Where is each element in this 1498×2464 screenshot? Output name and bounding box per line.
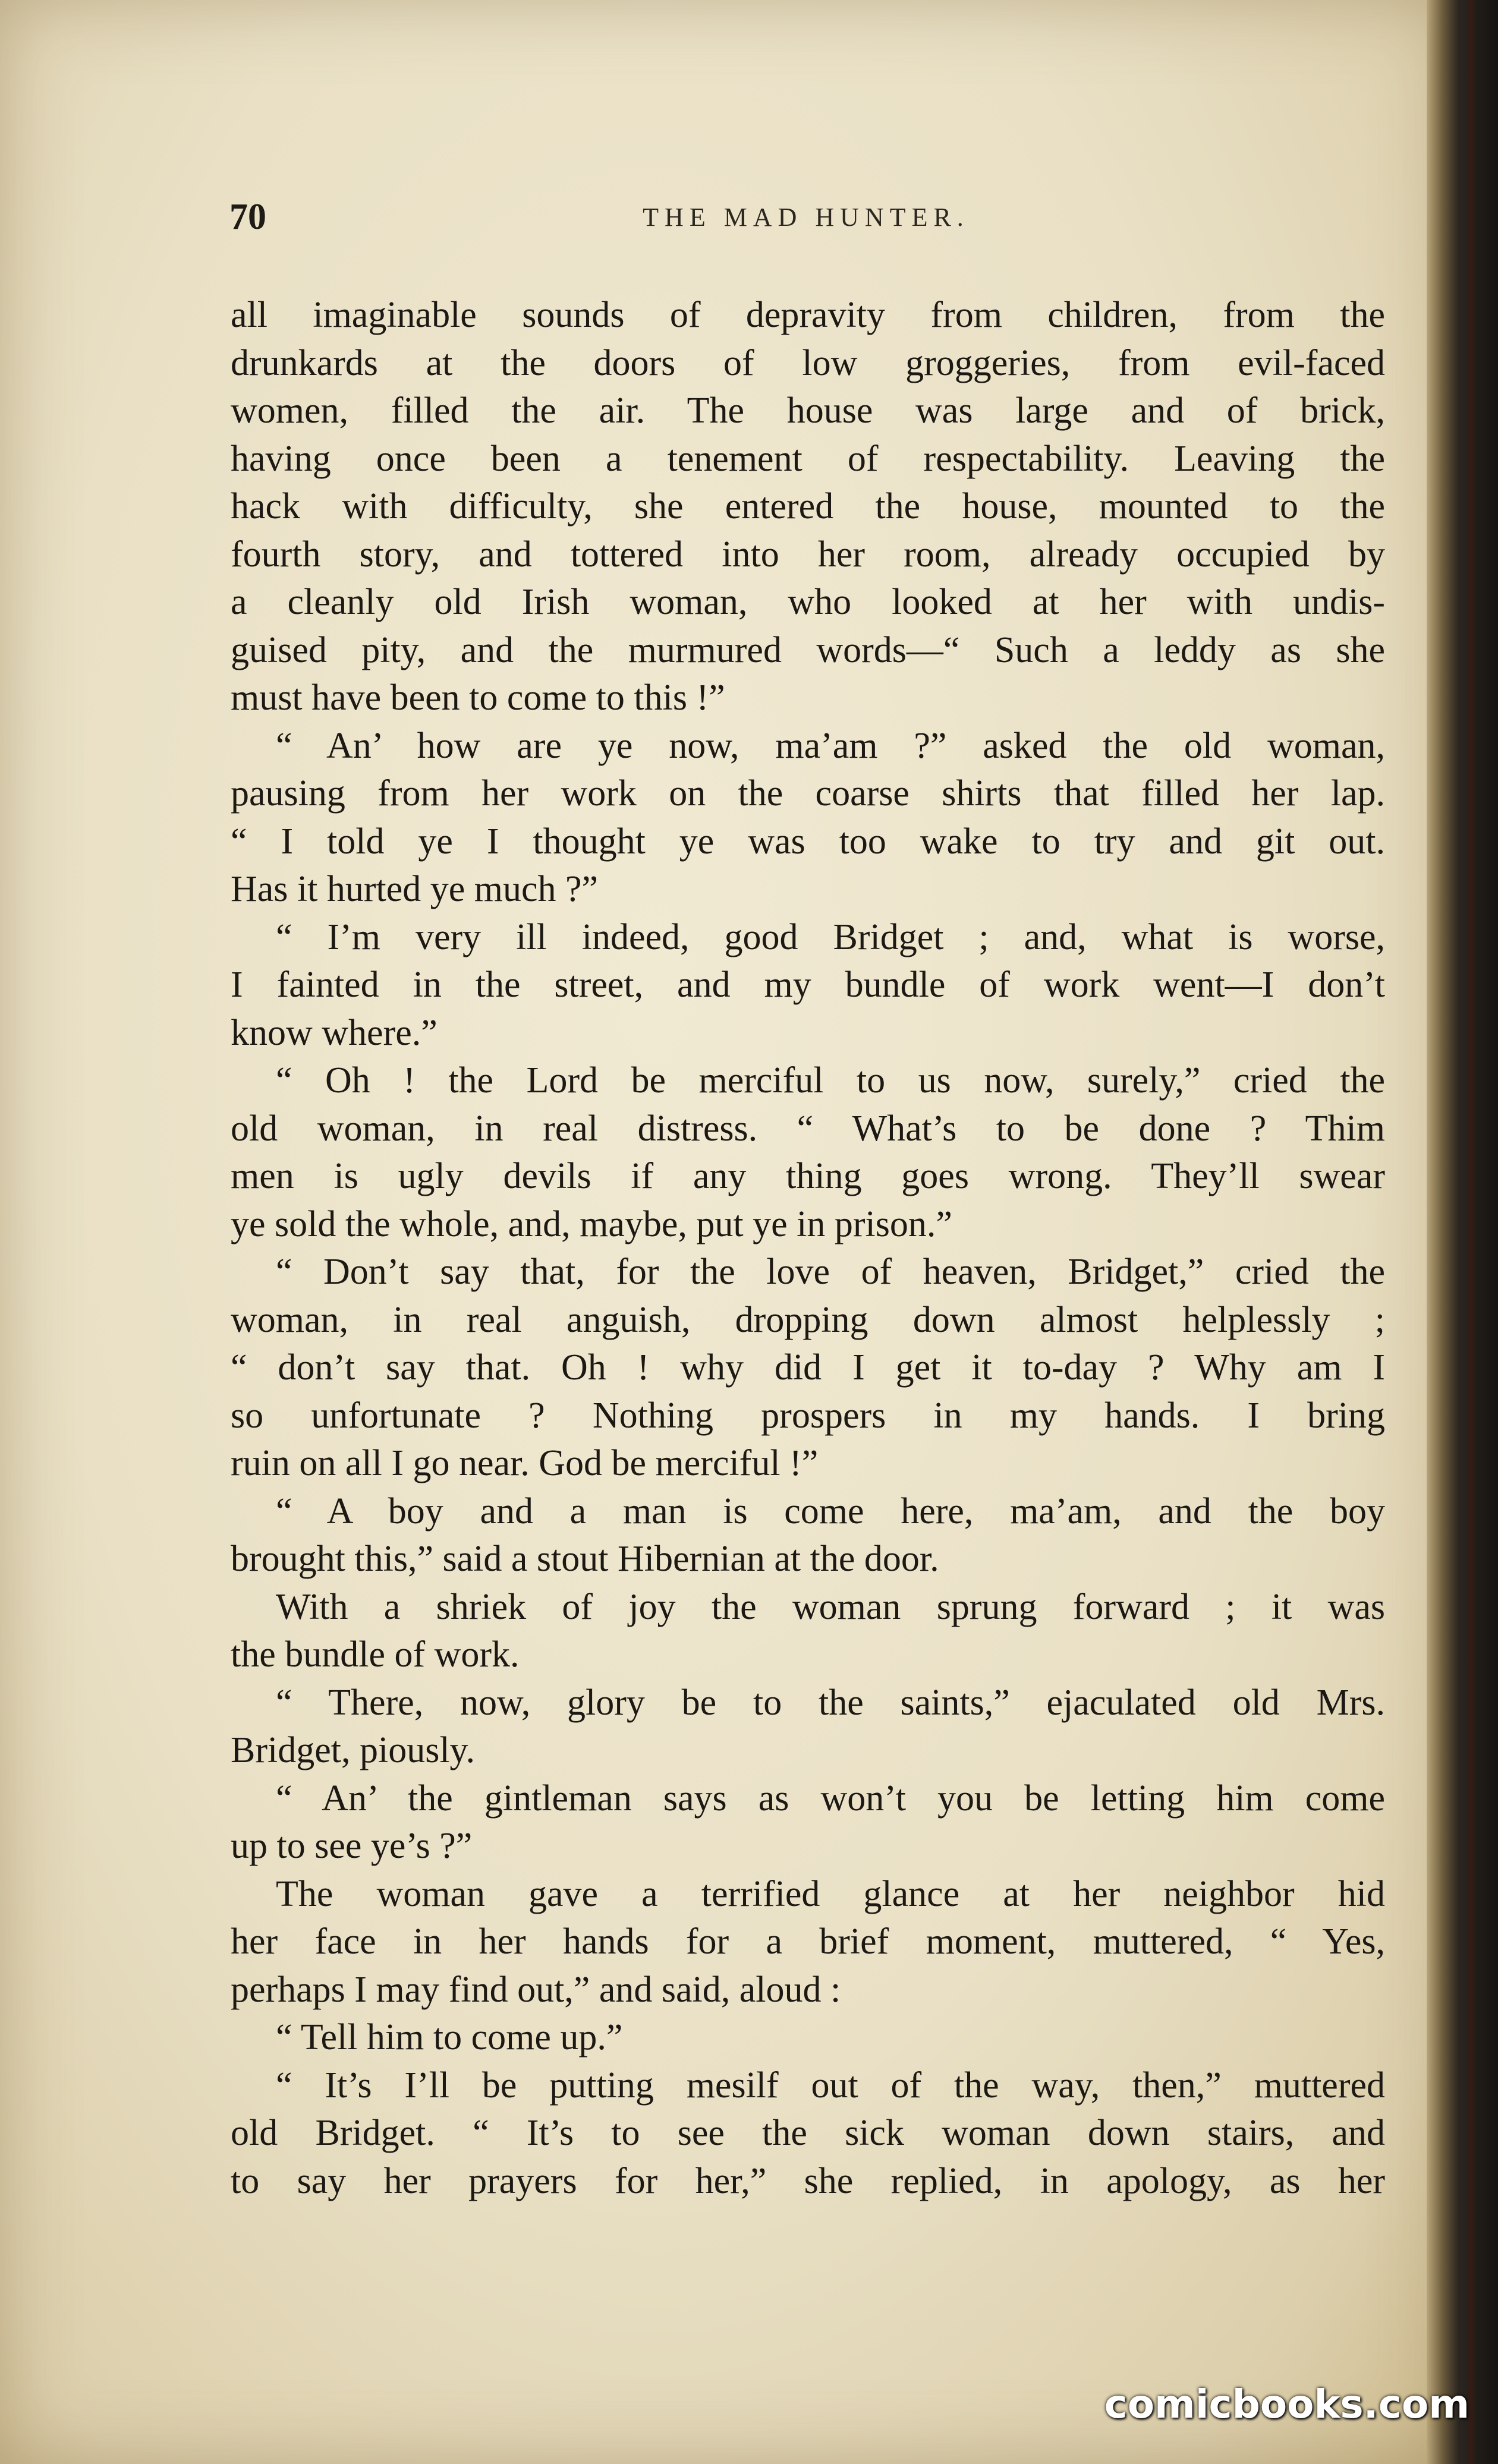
body-text [231, 291, 1385, 2205]
text-line: The woman gave a terrified glance at her neighbor hid [276, 1873, 1385, 1914]
text-line: having once been a tenement of respectability. Leaving the [231, 438, 1385, 479]
text-line: “ I told ye I thought ye was too wake to try and git out. [231, 821, 1385, 862]
text-line: hack with difficulty, she entered the house, mounted to the [231, 486, 1385, 527]
text-line: all imaginable sounds of depravity from children, from the [231, 295, 1385, 335]
running-title: THE MAD HUNTER. [643, 203, 970, 232]
text-line: “ Don’t say that, for the love of heaven, Bridget,” cried the [276, 1252, 1385, 1292]
text-line: Bridget, piously. [231, 1730, 476, 1770]
text-line: “ I’m very ill indeed, good Bridget ; and, what is worse, [276, 916, 1385, 957]
text-line: “ don’t say that. Oh ! why did I get it to-day ? Why am I [231, 1347, 1385, 1388]
text-line: women, filled the air. The house was large and of brick, [231, 390, 1385, 431]
text-line: a cleanly old Irish woman, who looked at her with undis- [231, 582, 1385, 622]
text-line: I fainted in the street, and my bundle of work went—I don’t [231, 965, 1385, 1005]
text-line: up to see ye’s ?” [231, 1826, 473, 1866]
text-line: “ It’s I’ll be putting mesilf out of the way, then,” muttered [276, 2065, 1385, 2106]
text-line: “ There, now, glory be to the saints,” ejaculated old Mrs. [276, 1682, 1385, 1723]
book-binding [1427, 0, 1498, 2464]
text-line: brought this,” said a stout Hibernian at the door. [231, 1539, 939, 1579]
text-line: so unfortunate ? Nothing prospers in my hands. I bring [231, 1395, 1385, 1436]
text-line: “ An’ the gintleman says as won’t you be letting him come [276, 1778, 1385, 1819]
text-line: “ A boy and a man is come here, ma’am, and the boy [276, 1491, 1385, 1532]
text-line: old woman, in real distress. “ What’s to be done ? Thim [231, 1108, 1385, 1149]
text-line: men is ugly devils if any thing goes wrong. They’ll swear [231, 1156, 1385, 1196]
page-header [229, 196, 1383, 244]
page-number: 70 [229, 197, 266, 237]
text-line: “ Oh ! the Lord be merciful to us now, surely,” cried the [276, 1060, 1385, 1101]
text-line: the bundle of work. [231, 1634, 520, 1675]
text-line: know where.” [231, 1012, 438, 1053]
text-line: pausing from her work on the coarse shirts that filled her lap. [231, 773, 1385, 814]
text-line: guised pity, and the murmured words—“ Such a leddy as she [231, 629, 1385, 670]
watermark: comicbooks.com [1104, 2381, 1469, 2427]
text-line: perhaps I may find out,” and said, aloud : [231, 1969, 841, 2010]
text-line: to say her prayers for her,” she replied, in apology, as her [231, 2160, 1385, 2201]
text-line: fourth story, and tottered into her room, already occupied by [231, 534, 1385, 575]
text-line: must have been to come to this !” [231, 678, 725, 718]
text-line: ye sold the whole, and, maybe, put ye in prison.” [231, 1203, 952, 1244]
text-line: drunkards at the doors of low groggeries, from evil-faced [231, 342, 1385, 383]
text-line: “ Tell him to come up.” [276, 2017, 623, 2057]
text-line: With a shriek of joy the woman sprung forward ; it was [276, 1586, 1385, 1627]
text-line: ruin on all I go near. God be merciful !” [231, 1443, 819, 1483]
text-line: woman, in real anguish, dropping down almost helplessly ; [231, 1299, 1385, 1340]
binding-stripe [1468, 0, 1474, 2464]
text-line: Has it hurted ye much ?” [231, 869, 599, 909]
text-line: her face in her hands for a brief moment, muttered, “ Yes, [231, 1921, 1385, 1962]
text-line: old Bridget. “ It’s to see the sick woman down stairs, and [231, 2113, 1385, 2153]
text-line: “ An’ how are ye now, ma’am ?” asked the old woman, [276, 725, 1385, 766]
